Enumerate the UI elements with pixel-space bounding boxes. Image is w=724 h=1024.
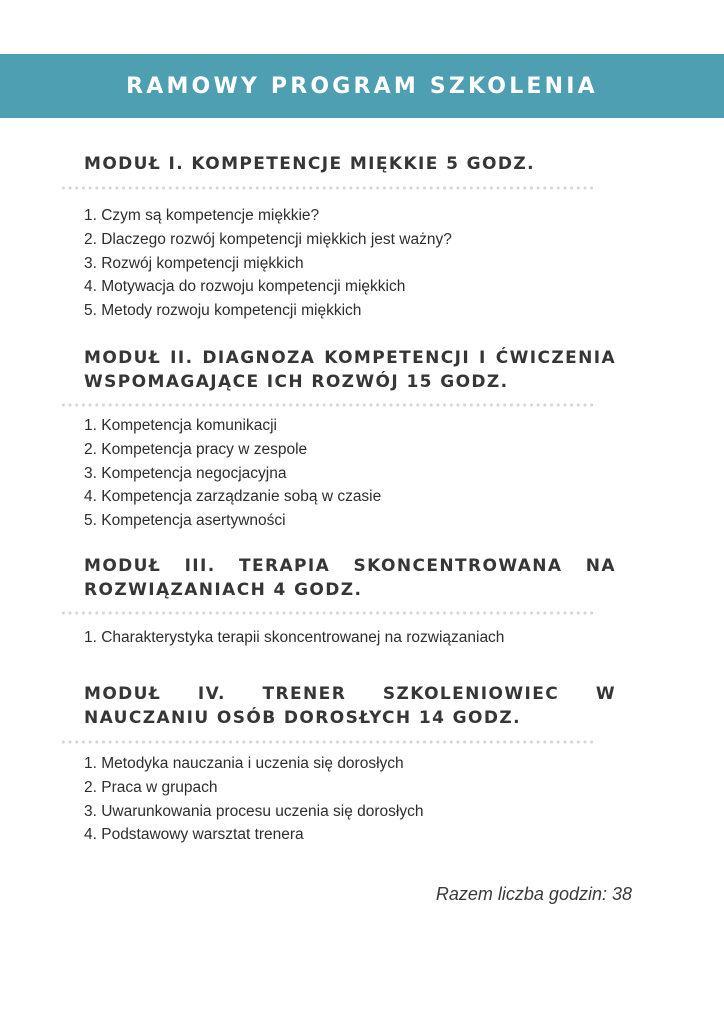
- header-banner: [0, 54, 724, 118]
- list-item: 1. Metodyka nauczania i uczenia się dorosłych: [84, 755, 404, 772]
- module-2-list: [84, 414, 381, 533]
- list-item: 4. Podstawowy warsztat trenera: [84, 826, 304, 844]
- module-4-list: [84, 752, 423, 847]
- module-1: [84, 152, 616, 176]
- dotted-divider: [60, 403, 596, 407]
- dotted-divider: [60, 740, 596, 744]
- dotted-divider: [60, 186, 596, 190]
- list-item: 1. Charakterystyka terapii skoncentrowanej na rozwiązaniach: [84, 629, 505, 646]
- list-item: 3. Kompetencja negocjacyjna: [84, 464, 287, 482]
- dotted-divider: [60, 611, 596, 615]
- module-3: [84, 554, 616, 602]
- total-hours: Razem liczba godzin: 38: [435, 884, 632, 904]
- module-2: [84, 346, 616, 394]
- list-item: 5. Metody rozwoju kompetencji miękkich: [84, 302, 362, 320]
- module-2-title: MODUŁ II. DIAGNOZA KOMPETENCJI I ĆWICZENIA WSPOMAGAJĄCE ICH ROZWÓJ 15 GODZ.: [84, 348, 616, 392]
- page-title: RAMOWY PROGRAM SZKOLENIA: [126, 73, 598, 99]
- module-4-title: MODUŁ IV. TRENER SZKOLENIOWIEC W NAUCZANIU OSÓB DOROSŁYCH 14 GODZ.: [84, 684, 616, 728]
- list-item: 2. Kompetencja pracy w zespole: [84, 440, 308, 458]
- module-3-title: MODUŁ III. TERAPIA SKONCENTROWANA NA ROZWIĄZANIACH 4 GODZ.: [84, 556, 616, 600]
- list-item: 3. Rozwój kompetencji miękkich: [84, 254, 304, 272]
- list-item: 4. Motywacja do rozwoju kompetencji miękkich: [84, 278, 406, 296]
- module-1-list: [84, 204, 452, 323]
- list-item: 1. Kompetencja komunikacji: [84, 417, 277, 434]
- module-1-title: MODUŁ I. KOMPETENCJE MIĘKKIE 5 GODZ.: [84, 154, 535, 174]
- list-item: 2. Dlaczego rozwój kompetencji miękkich jest ważny?: [84, 230, 452, 248]
- list-item: 1. Czym są kompetencje miękkie?: [84, 207, 320, 224]
- list-item: 4. Kompetencja zarządzanie sobą w czasie: [84, 488, 382, 506]
- module-3-list: [84, 626, 504, 650]
- list-item: 5. Kompetencja asertywności: [84, 512, 286, 530]
- module-4: [84, 682, 616, 730]
- list-item: 3. Uwarunkowania procesu uczenia się dorosłych: [84, 802, 424, 820]
- list-item: 2. Praca w grupach: [84, 778, 218, 796]
